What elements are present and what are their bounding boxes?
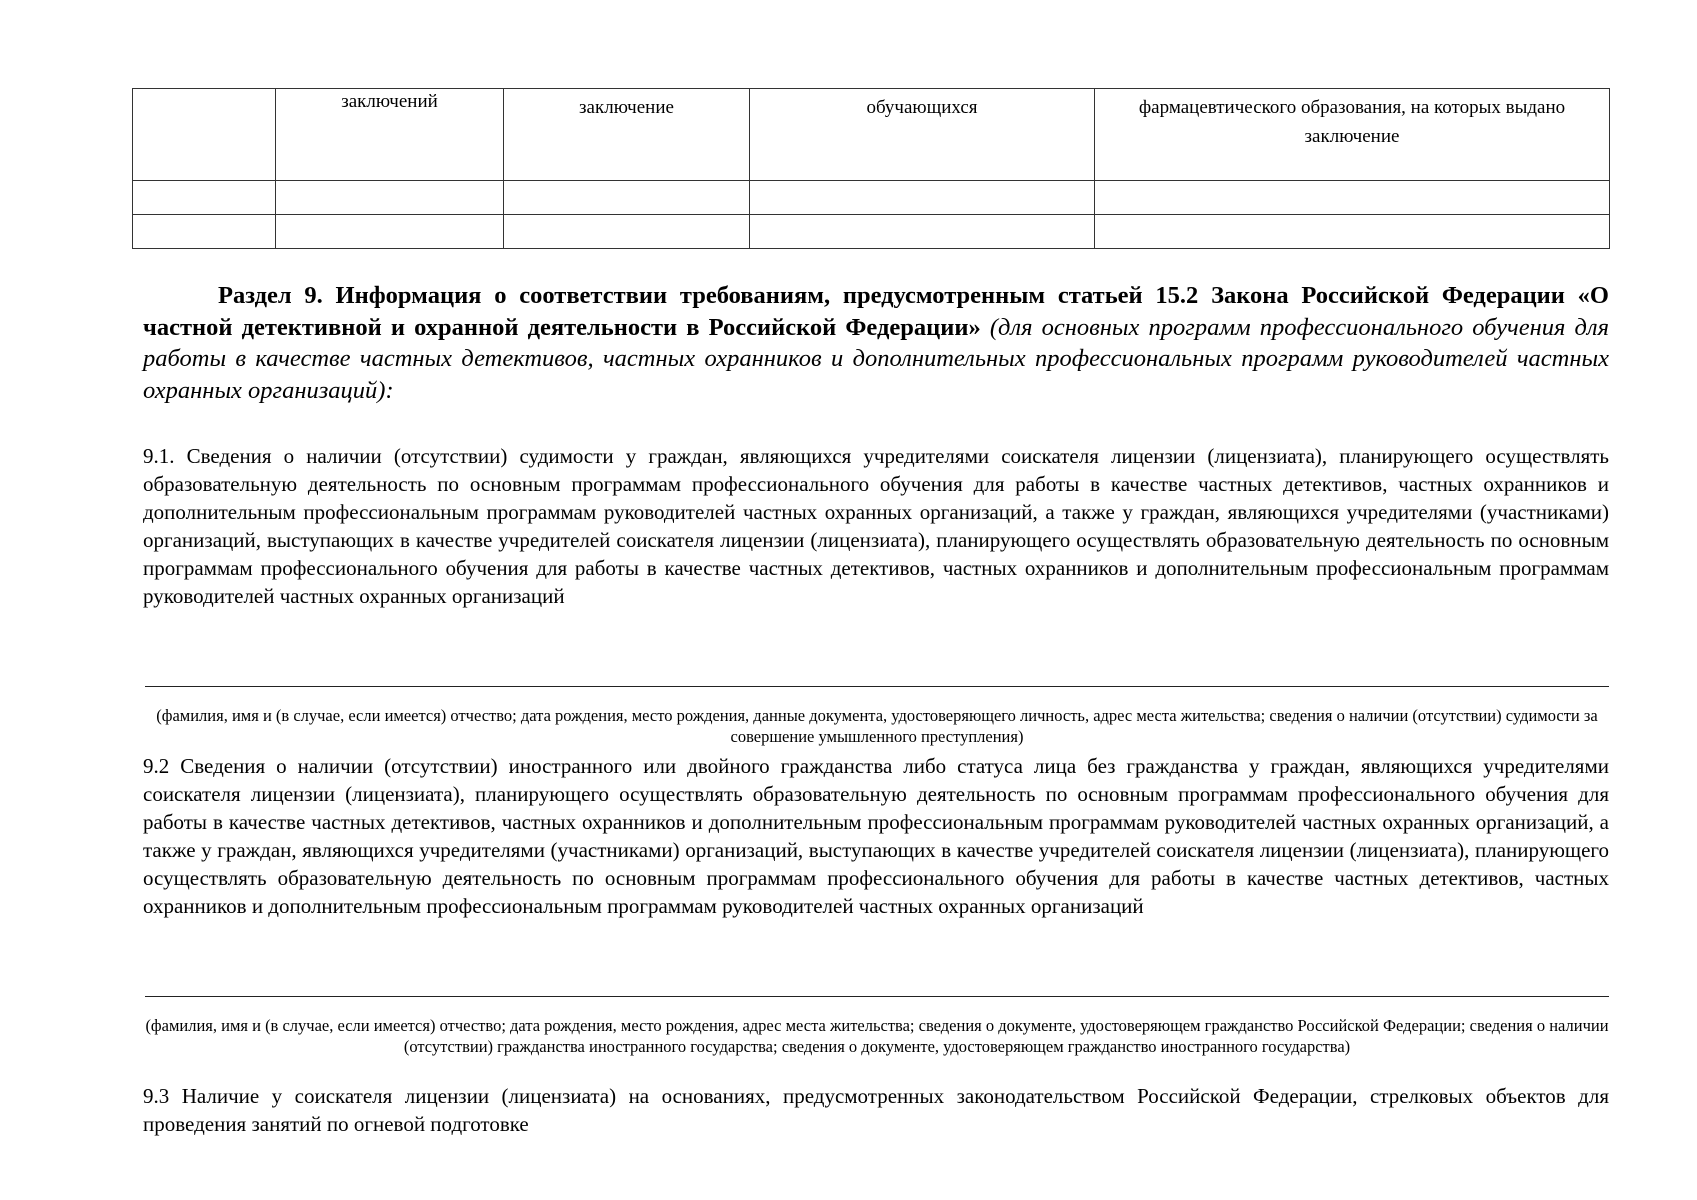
section-9-title: Раздел 9. Информация о соответствии требованиям, предусмотренным статьей 15.2 Закона Российской Федерации «О частной детективной и охранной деятельности в Российской Федерации» (143, 282, 1609, 341)
table-cell (750, 181, 1095, 215)
table-cell (276, 215, 504, 249)
table-row (133, 215, 1610, 249)
table-cell (750, 215, 1095, 249)
table-header-cell: обучающихся (750, 89, 1095, 181)
table-header-cell: заключение (504, 89, 750, 181)
table-cell (133, 215, 276, 249)
fill-in-line (145, 686, 1609, 687)
table-cell (504, 181, 750, 215)
item-9-1 (143, 442, 1609, 610)
section-9-heading (143, 280, 1609, 406)
table-cell (504, 215, 750, 249)
table-cell (276, 181, 504, 215)
table-header-cell: фармацевтического образования, на которых выдано заключение (1095, 89, 1610, 181)
item-9-1-caption: (фамилия, имя и (в случае, если имеется) отчество; дата рождения, место рождения, данные документа, удостоверяющего личность, адрес места жительства; сведения о наличии (отсутствии) судимости за совершение умышленного преступления) (156, 706, 1598, 746)
table-cell (133, 181, 276, 215)
item-9-1-text: 9.1. Сведения о наличии (отсутствии) судимости у граждан, являющихся учредителями соискателя лицензии (лицензиата), планирующего осуществлять образовательную деятельность по основным программам профессионального обучения для работы в качестве частных детективов, частных охранников и дополнительным профессиональным программам руководителей частных охранных организаций, а также у граждан, являющихся учредителями (участниками) организаций, выступающих в качестве учредителей соискателя лицензии (лицензиата), планирующего осуществлять образовательную деятельность по основным программам профессионального обучения для работы в качестве частных детективов, частных охранников и дополнительным профессиональным программам руководителей частных охранных организаций (143, 444, 1609, 608)
fill-in-line (145, 996, 1609, 997)
data-table (132, 88, 1610, 249)
item-9-3-text: 9.3 Наличие у соискателя лицензии (лицензиата) на основаниях, предусмотренных законодательством Российской Федерации, стрелковых объектов для проведения занятий по огневой подготовке (143, 1084, 1609, 1136)
table-row (133, 181, 1610, 215)
item-9-2-text: 9.2 Сведения о наличии (отсутствии) иностранного или двойного гражданства либо статуса лица без гражданства у граждан, являющихся учредителями соискателя лицензии (лицензиата), планирующего осуществлять образовательную деятельность по основным программам профессионального обучения для работы в качестве частных детективов, частных охранников и дополнительным профессиональным программам руководителей частных охранных организаций, а также у граждан, являющихся учредителями (участниками) организаций, выступающих в качестве учредителей соискателя лицензии (лицензиата), планирующего осуществлять образовательную деятельность по основным программам профессионального обучения для работы в качестве частных детективов, частных охранников и дополнительным профессиональным программам руководителей частных охранных организаций (143, 754, 1609, 918)
item-9-3 (143, 1082, 1609, 1138)
item-9-2 (143, 752, 1609, 920)
table-header-cell: заключений (276, 89, 504, 181)
table-header-cell (133, 89, 276, 181)
section-9-subtitle: (для основных программ профессионального обучения для работы в качестве частных детективов, частных охранников и дополнительных профессиональных программ руководителей частных охранных организаций): (143, 313, 1610, 404)
table-header-row (133, 89, 1610, 181)
table-cell (1095, 215, 1610, 249)
table-cell (1095, 181, 1610, 215)
item-9-2-caption: (фамилия, имя и (в случае, если имеется) отчество; дата рождения, место рождения, адрес места жительства; сведения о документе, удостоверяющем гражданство Российской Федерации; сведения о наличии (отсутствии) гражданства иностранного государства; сведения о документе, удостоверяющем гражданство иностранного государства) (145, 1016, 1609, 1056)
